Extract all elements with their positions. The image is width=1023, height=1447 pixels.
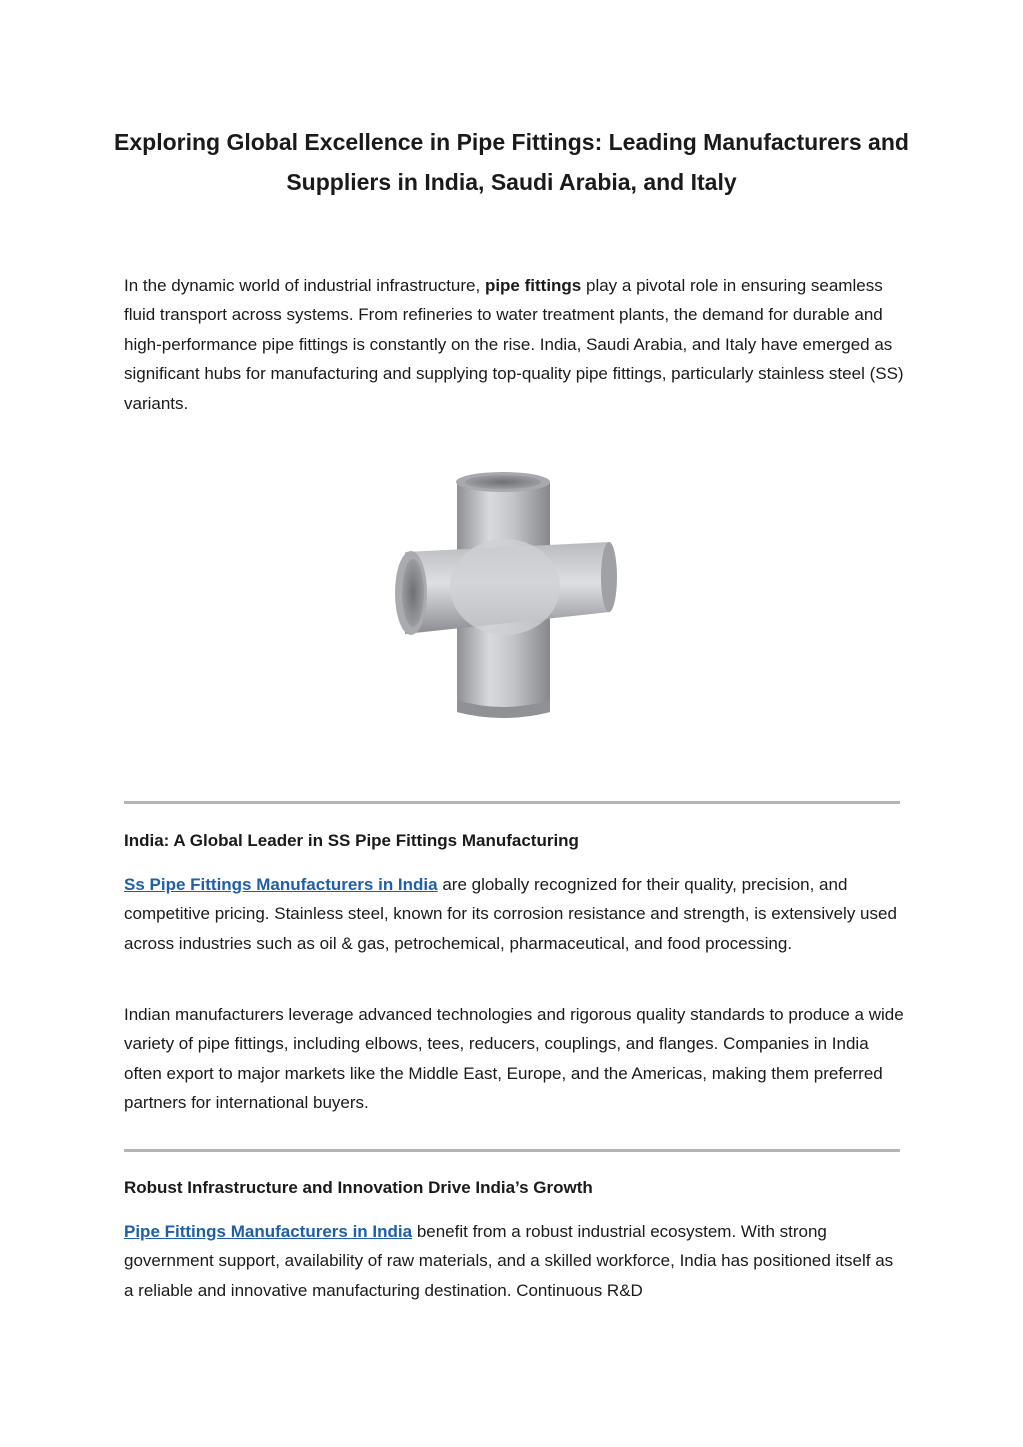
intro-text-end: play a pivotal role in ensuring seamless fluid transport across systems. From refineries to water treatment plants, the demand for durable and high-performance pipe fittings is constantly on the rise. India, Saudi Arabia, and Italy have emerged as significant hubs for manufacturing and supplying top-quality pipe fittings, particularly stainless steel (SS) variants. xyxy=(124,276,904,413)
pipe-fittings-india-link[interactable]: Pipe Fittings Manufacturers in India xyxy=(124,1222,413,1241)
ss-pipe-fittings-india-link[interactable]: Ss Pipe Fittings Manufacturers in India xyxy=(124,875,438,894)
section-heading-india-growth: Robust Infrastructure and Innovation Drive India’s Growth xyxy=(124,1178,593,1197)
section1-paragraph-2: Indian manufacturers leverage advanced technologies and rigorous quality standards to produce a wide variety of pipe fittings, including elbows, tees, reducers, couplings, and flanges. Companies in India often export to major markets like the Middle East, Europe, and the Americas, making them preferred partners for international buyers. xyxy=(124,1005,904,1113)
document-title: Exploring Global Excellence in Pipe Fittings: Leading Manufacturers and Suppliers in India, Saudi Arabia, and Italy xyxy=(114,129,909,195)
section1-paragraph-1 xyxy=(124,870,904,958)
section2-paragraph-1 xyxy=(124,1217,904,1305)
section-divider-2 xyxy=(124,1149,900,1152)
section-heading-india-leader: India: A Global Leader in SS Pipe Fittings Manufacturing xyxy=(124,831,579,850)
intro-paragraph xyxy=(124,271,904,418)
intro-text-start: In the dynamic world of industrial infrastructure, xyxy=(124,276,485,295)
section-divider-1 xyxy=(124,801,900,804)
pipe-cross-fitting-icon xyxy=(385,462,635,722)
intro-bold-term: pipe fittings xyxy=(484,276,582,295)
pipe-cross-fitting-image xyxy=(385,462,635,722)
section1-paragraph-1-text: are globally recognized for their quality, precision, and competitive pricing. Stainless steel, known for its corrosion resistance and strength, is extensively used across industries such as oil & gas, petrochemical, pharmaceutical, and food processing. xyxy=(124,875,897,953)
section2-paragraph-1-text: benefit from a robust industrial ecosystem. With strong government support, availability of raw materials, and a skilled workforce, India has positioned itself as a reliable and innovative manufacturing destination. Continuous R&D xyxy=(124,1222,894,1300)
